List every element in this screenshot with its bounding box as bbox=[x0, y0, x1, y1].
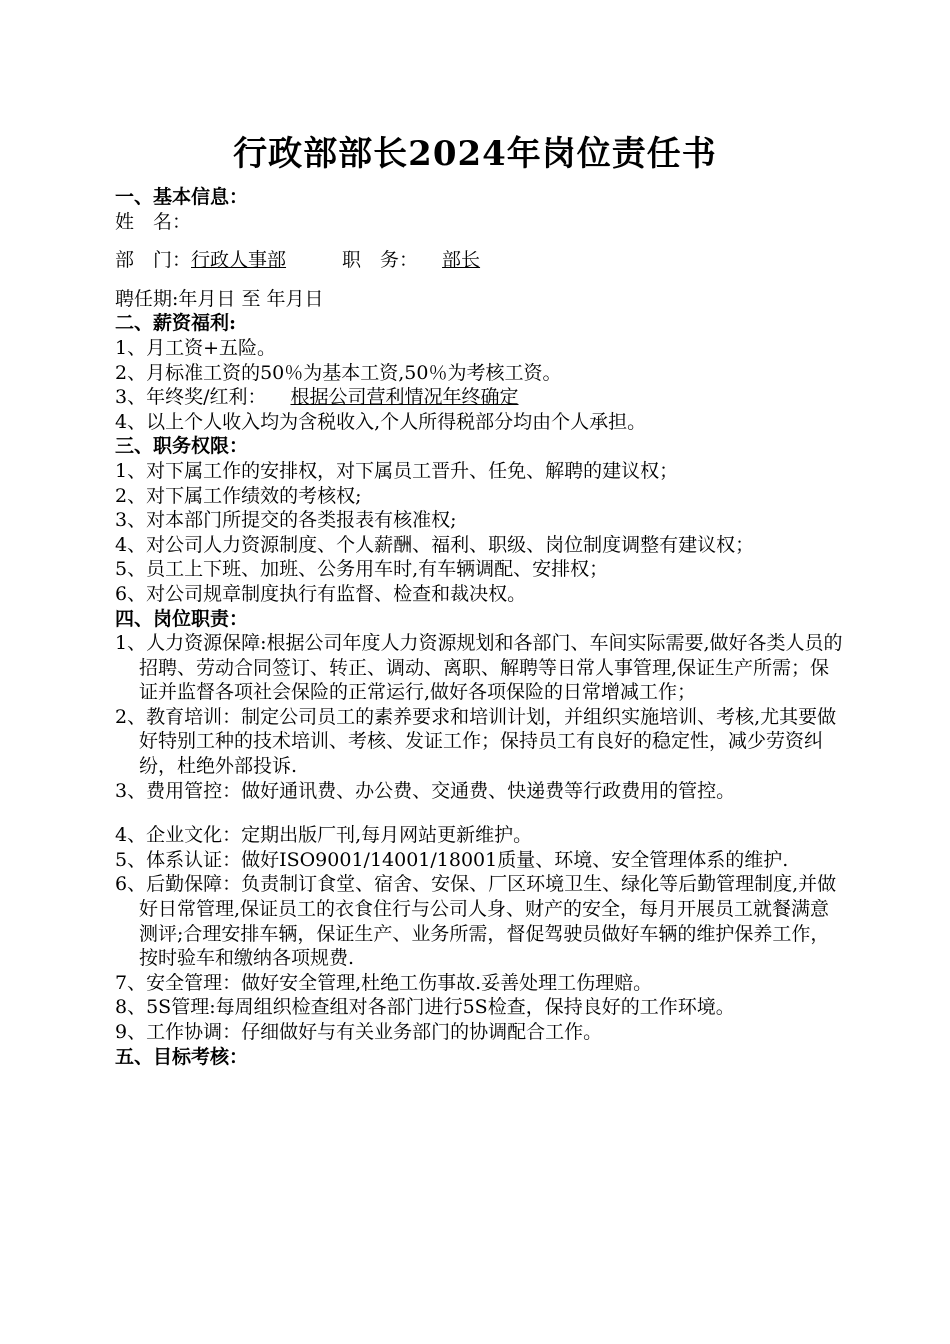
authority-item: 1、对下属工作的安排权，对下属员工晋升、任免、解聘的建议权； bbox=[115, 459, 679, 482]
duty-item: 2、教育培训：制定公司员工的素养要求和培训计划，并组织实施培训、考核,尤其要做好特别工种的技术培训、考核、发证工作；保持员工有良好的稳定性，减少劳资纠纷，杜绝外部投诉. bbox=[115, 705, 837, 778]
salary-item: 1、月工资+五险。 bbox=[115, 336, 277, 359]
section-heading-duties: 四、岗位职责： bbox=[115, 607, 249, 630]
position-value: 部长 bbox=[442, 249, 481, 272]
section-heading-targets: 五、目标考核： bbox=[115, 1045, 249, 1068]
section-heading-basic-info: 一、基本信息： bbox=[115, 186, 249, 208]
position-label: 职 务： bbox=[342, 249, 419, 272]
name-field bbox=[115, 210, 845, 235]
salary-item-bonus bbox=[115, 385, 845, 410]
authority-item: 6、对公司规章制度执行有监督、检查和裁决权。 bbox=[115, 582, 527, 605]
dept-value: 行政人事部 bbox=[191, 249, 287, 272]
document-body bbox=[115, 185, 845, 1069]
section-heading-authority: 三、职务权限： bbox=[115, 435, 249, 458]
salary-item: 4、以上个人收入均为含税收入,个人所得税部分均由个人承担。 bbox=[115, 410, 647, 433]
duty-item: 6、后勤保障：负责制订食堂、宿舍、安保、厂区环境卫生、绿化等后勤管理制度,并做好日常管理,保证员工的衣食住行与公司人身、财产的安全，每月开展员工就餐满意测评;合理安排车辆，保证生产、业务所需，督促驾驶员做好车辆的维护保养工作，按时验车和缴纳各项规费. bbox=[115, 873, 837, 970]
authority-item: 5、员工上下班、加班、公务用车时,有车辆调配、安排权； bbox=[115, 558, 609, 581]
authority-item: 3、对本部门所提交的各类报表有核准权; bbox=[115, 509, 457, 532]
document-title: 行政部部长2024年岗位责任书 bbox=[233, 134, 717, 174]
authority-item: 2、对下属工作绩效的考核权; bbox=[115, 484, 362, 507]
section-heading-salary: 二、薪资福利: bbox=[115, 312, 237, 335]
dept-position-row bbox=[115, 248, 845, 273]
duty-item: 8、5S管理:每周组织检查组对各部门进行5S检查，保持良好的工作环境。 bbox=[115, 996, 735, 1019]
duty-item: 9、工作协调：仔细做好与有关业务部门的协调配合工作。 bbox=[115, 1021, 603, 1043]
duty-item: 3、费用管控：做好通讯费、办公费、交通费、快递费等行政费用的管控。 bbox=[115, 779, 736, 802]
bonus-value: 根据公司营利情况年终确定 bbox=[290, 386, 519, 409]
name-label: 姓 名： bbox=[115, 210, 192, 233]
authority-item: 4、对公司人力资源制度、个人薪酬、福利、职级、岗位制度调整有建议权； bbox=[115, 533, 755, 556]
duty-item: 1、人力资源保障:根据公司年度人力资源规划和各部门、车间实际需要,做好各类人员的招聘、劳动合同签订、转正、调动、离职、解聘等日常人事管理,保证生产所需；保证并监督各项社会保险的正常运行,做好各项保险的日常增减工作； bbox=[115, 632, 843, 704]
term-field: 聘任期:年月日 至 年月日 bbox=[115, 287, 324, 310]
dept-label: 部 门： bbox=[115, 249, 192, 272]
duty-item: 7、安全管理：做好安全管理,杜绝工伤事故.妥善处理工伤理赔。 bbox=[115, 971, 653, 994]
duty-item: 4、企业文化：定期出版厂刊,每月网站更新维护。 bbox=[115, 824, 533, 847]
bonus-label: 3、年终奖/红利： bbox=[115, 386, 267, 409]
salary-item: 2、月标准工资的50％为基本工资,50％为考核工资。 bbox=[115, 361, 562, 384]
duty-item: 5、体系认证：做好ISO9001/14001/18001质量、环境、安全管理体系的维护. bbox=[115, 848, 789, 871]
